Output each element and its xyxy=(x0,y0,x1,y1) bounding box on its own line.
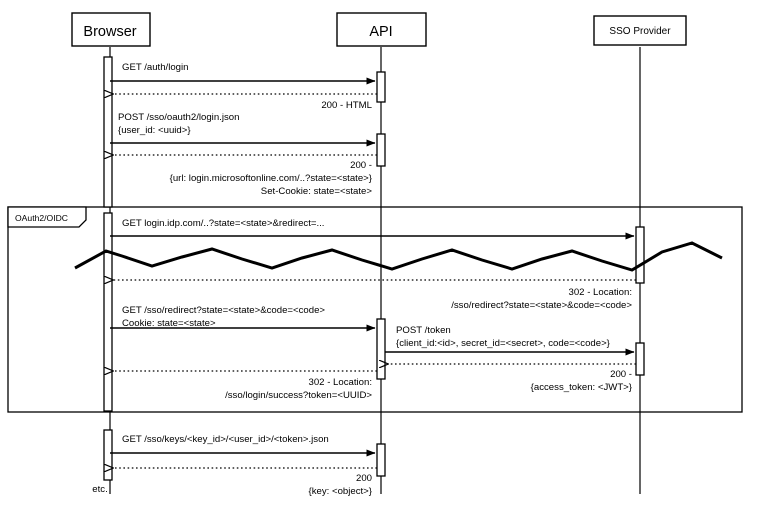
activation-sso-1 xyxy=(636,227,644,283)
activation-browser-1 xyxy=(104,57,112,207)
message-label-m6-line1: 302 - Location: xyxy=(568,287,632,298)
activation-sso-2 xyxy=(636,343,644,375)
activation-browser-3 xyxy=(104,430,112,480)
activation-api-2 xyxy=(377,134,385,166)
message-label-m12-line2: {key: <object>} xyxy=(308,486,372,497)
message-label-m3-line1: POST /sso/oauth2/login.json xyxy=(118,112,240,123)
activation-browser-2 xyxy=(104,213,112,411)
message-label-m8-line2: {client_id:<id>, secret_id=<secret>, code=<code>} xyxy=(396,338,610,349)
message-label-m7-line1: GET /sso/redirect?state=<state>&code=<code> xyxy=(122,305,326,316)
message-label-m1: GET /auth/login xyxy=(122,62,189,73)
message-label-m2: 200 - HTML xyxy=(321,100,372,111)
etc-note: etc. xyxy=(92,484,108,495)
text-layer xyxy=(15,24,671,497)
message-label-m3-line2: {user_id: <uuid>} xyxy=(118,125,191,136)
participant-label-sso: SSO Provider xyxy=(609,26,671,37)
message-label-m11: GET /sso/keys/<key_id>/<user_id>/<token>.json xyxy=(122,434,329,445)
participant-label-api: API xyxy=(369,24,393,40)
message-label-m4-line3: Set-Cookie: state=<state> xyxy=(260,186,372,197)
message-label-m10-line2: /sso/login/success?token=<UUID> xyxy=(225,390,372,401)
message-label-m5: GET login.idp.com/..?state=<state>&redirect=... xyxy=(122,218,325,229)
message-label-m4-line2: {url: login.microsoftonline.com/..?state=<state>} xyxy=(169,173,372,184)
message-label-m10-line1: 302 - Location: xyxy=(308,377,372,388)
activation-api-1 xyxy=(377,72,385,102)
fragment-label: OAuth2/OIDC xyxy=(15,213,69,223)
page-break-squiggle xyxy=(75,243,722,270)
message-label-m6-line2: /sso/redirect?state=<state>&code=<code> xyxy=(451,300,632,311)
message-label-m9-line1: 200 - xyxy=(610,369,632,380)
message-label-m9-line2: {access_token: <JWT>} xyxy=(530,382,632,393)
activation-api-3 xyxy=(377,319,385,379)
activation-api-4 xyxy=(377,444,385,476)
message-label-m4-line1: 200 - xyxy=(350,160,372,171)
participant-label-browser: Browser xyxy=(83,24,137,40)
message-label-m7-line2: Cookie: state=<state> xyxy=(122,318,216,329)
message-label-m8-line1: POST /token xyxy=(396,325,451,336)
message-label-m12-line1: 200 xyxy=(355,473,372,484)
